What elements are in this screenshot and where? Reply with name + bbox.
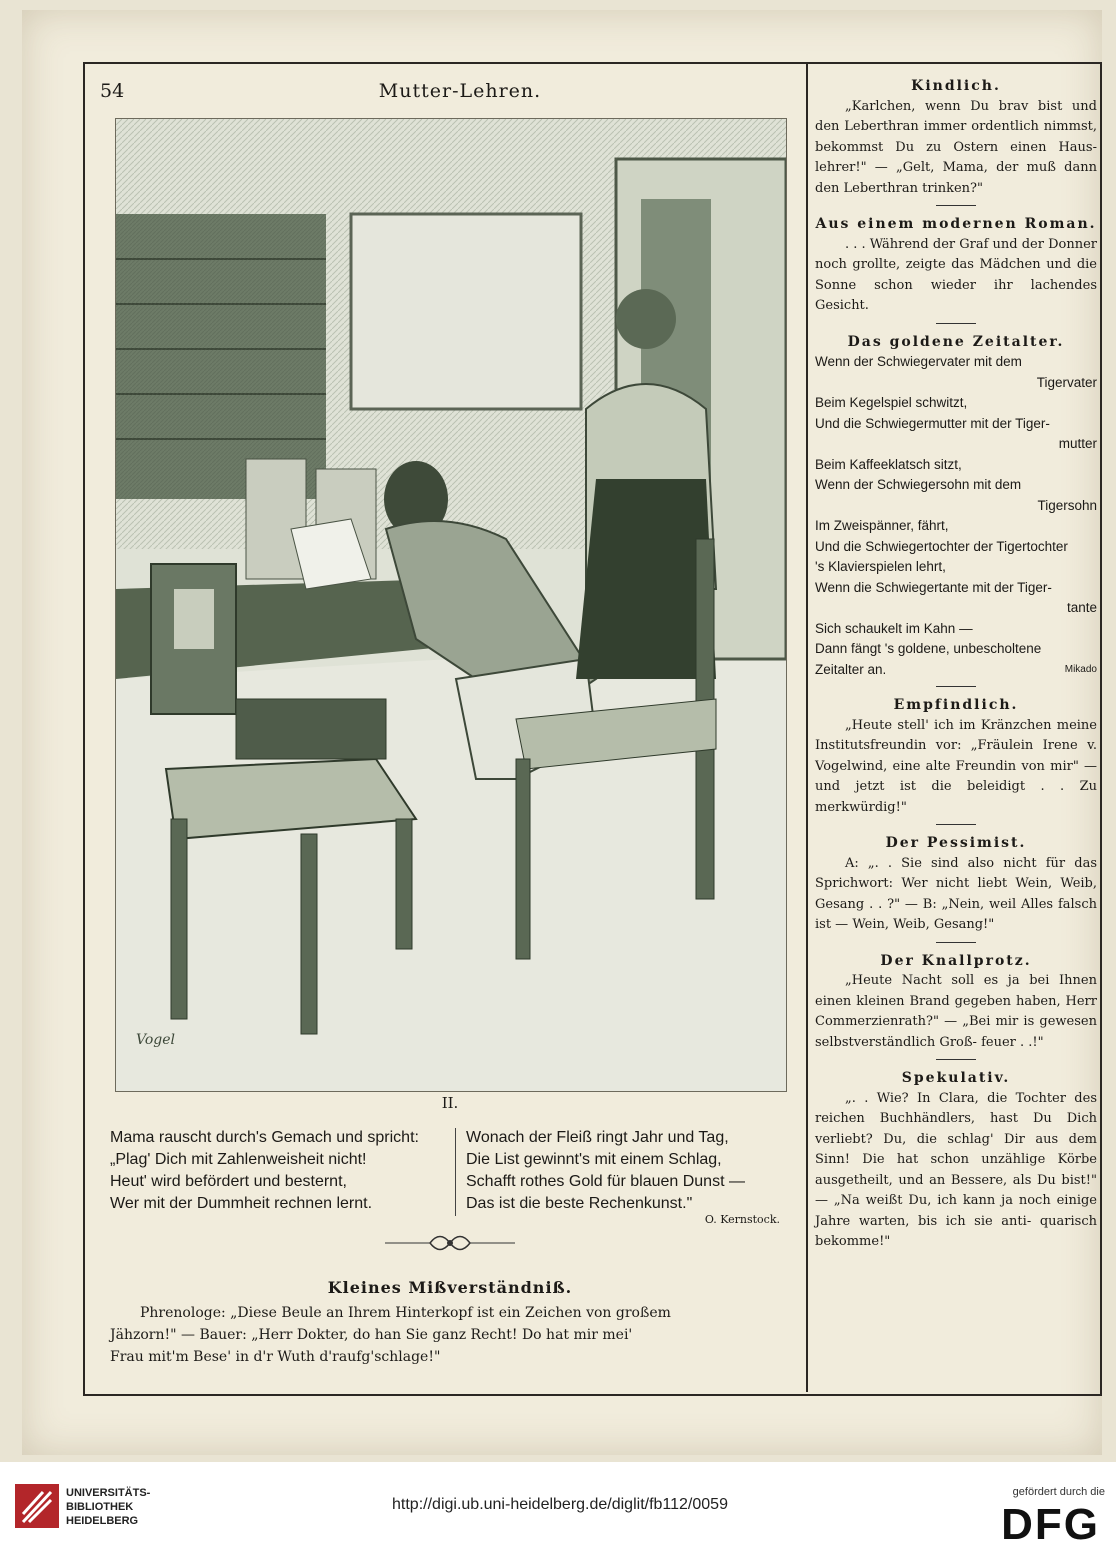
poem-line: Und die Schwiegermutter mit der Tiger-	[815, 415, 1050, 431]
poem-line-last	[815, 660, 1097, 681]
text-line: bekommst Du zu Ostern einen Haus-	[815, 139, 1097, 155]
text-line: A: „. . Sie sind also nicht für das	[845, 855, 1097, 871]
verse-line: Das ist die beste Rechenkunst."	[466, 1195, 693, 1212]
text-line: Sinn! Die hat schon unzählige Körbe	[815, 1152, 1097, 1167]
story-text	[110, 1302, 790, 1368]
text-line: quarisch bekomme!"	[815, 1213, 1097, 1249]
verse-author: O. Kernstock.	[704, 1213, 780, 1226]
dfg-logo: DFG	[1001, 1500, 1100, 1549]
text-line: Weib, Gesang . . ?" — B: „Nein, weil	[815, 876, 1097, 912]
section-rule	[936, 205, 976, 206]
text-line: Donner noch grollte, zeigte das Mädchen	[815, 236, 1098, 272]
library-line: BIBLIOTHEK	[66, 1501, 134, 1513]
text-line: is gewesen selbstverständlich Groß-	[815, 1014, 1097, 1050]
section-text-pessimist	[815, 854, 1097, 936]
library-name	[66, 1486, 150, 1528]
poem-line: Tigervater	[1036, 374, 1097, 390]
poem-line: Dann fängt 's goldene, unbescholtene	[815, 641, 1042, 656]
text-line: einige Jahre warten, bis ich sie anti-	[815, 1193, 1097, 1229]
section-rule	[936, 942, 976, 943]
chair-panel	[174, 589, 214, 649]
woman-skirt	[576, 479, 716, 679]
text-line: Zu merkwürdig!"	[815, 779, 1097, 815]
text-line: Sprichwort: Wer nicht liebt Wein,	[815, 876, 1053, 891]
woman-hat	[616, 289, 676, 349]
section-rule	[936, 1059, 976, 1060]
rear-chair-leg	[516, 759, 530, 959]
verse-left-stanza	[110, 1127, 450, 1215]
poem-line: Beim Kaffeeklatsch sitzt,	[815, 456, 962, 472]
section-rule	[936, 686, 976, 687]
text-line: verliebt? Du, die schlag' Dir aus dem	[815, 1131, 1097, 1147]
engraving-illustration	[115, 118, 787, 1092]
illustration-label: II.	[441, 1094, 459, 1112]
decorative-ornament	[385, 1228, 515, 1258]
poem-line: 's Klavierspielen lehrt,	[815, 559, 946, 574]
section-text-roman	[815, 235, 1097, 317]
verse-line: Wer mit der Dummheit rechnen lernt.	[110, 1195, 373, 1212]
poem-signature: Mikado	[1064, 663, 1097, 675]
text-line: „Karlchen, wenn Du brav bist und	[845, 98, 1097, 114]
wall-map	[351, 214, 581, 409]
text-line: v. Vogelwind, eine alte Freundin von	[815, 738, 1097, 774]
section-title-pessimist: Der Pessimist.	[885, 835, 1027, 851]
text-line: Alles falsch ist — Wein, Weib,	[815, 896, 1097, 932]
section-text-spekulativ	[815, 1089, 1097, 1253]
study-room-scene	[116, 119, 786, 1091]
verse-line: Wonach der Fleiß ringt Jahr und Tag,	[466, 1129, 729, 1146]
running-head: Mutter-Lehren.	[378, 80, 542, 102]
chair-books	[236, 699, 386, 759]
text-line: mir" — und jetzt ist die beleidigt . .	[815, 758, 1098, 794]
section-title-spekulativ: Spekulativ.	[901, 1070, 1011, 1086]
section-title-empfindlich: Empfindlich.	[893, 697, 1019, 713]
text-line: Gesicht.	[815, 298, 869, 313]
text-line: „. . Wie? In Clara, die Tochter des	[845, 1090, 1097, 1106]
text-line: einen kleinen Brand gegeben haben,	[815, 993, 1061, 1009]
story-line: Frau mit'm Bese' in d'r Wuth d'raufg'schlage!"	[110, 1349, 441, 1365]
section-text-kindlich	[815, 97, 1097, 200]
verse-line: Heut' wird befördert und besternt,	[110, 1173, 347, 1190]
poem-line: Zeitalter an.	[815, 661, 887, 677]
poem-line: Und die Schwiegertochter der Tigertochter	[815, 538, 1068, 554]
text-line: „Heute Nacht soll es ja bei Ihnen	[845, 973, 1097, 988]
verse-line: Die List gewinnt's mit einem Schlag,	[466, 1151, 722, 1168]
poem-line: Wenn der Schwiegersohn mit dem	[815, 477, 1022, 492]
section-title-kindlich: Kindlich.	[911, 78, 1001, 94]
verse-right-stanza	[466, 1127, 796, 1215]
verse-line: „Plag' Dich mit Zahlenweisheit nicht!	[110, 1151, 367, 1168]
poem-line: Tigersohn	[1037, 497, 1097, 513]
section-title-zeitalter: Das goldene Zeitalter.	[847, 333, 1065, 350]
poem-line: Sich schaukelt im Kahn —	[815, 620, 973, 636]
section-rule	[936, 824, 976, 825]
text-line: lehrer!" — „Gelt, Mama, der muß	[815, 160, 1056, 175]
story-line: Phrenologe: „Diese Beule an Ihrem Hinterkopf ist ein Zeichen von großem	[140, 1305, 671, 1321]
permalink-url[interactable]: http://digi.ub.uni-heidelberg.de/diglit/fb112/0059	[392, 1496, 728, 1513]
poem-line: tante	[1066, 600, 1097, 615]
poem-zeitalter	[815, 352, 1097, 680]
text-line: — „Na weißt Du, ich kann ja noch	[815, 1193, 1051, 1208]
library-line: HEIDELBERG	[66, 1515, 139, 1527]
text-line: „Heute stell' ich im Kränzchen meine	[845, 717, 1097, 733]
text-line: ausgetheilt, und an Bessere, als Du bist!"	[815, 1172, 1097, 1188]
book-stack	[246, 459, 306, 579]
verse-divider	[455, 1128, 456, 1216]
poem-line: Beim Kegelspiel schwitzt,	[815, 395, 968, 410]
text-line: Gesang!"	[933, 917, 995, 932]
section-title-roman: Aus einem modernen Roman.	[815, 216, 1097, 232]
text-line: reichen Buchhändlers, hast Du Dich	[815, 1111, 1097, 1126]
funding-note: gefördert durch die	[1012, 1486, 1105, 1498]
text-line: Herr Commerzienrath?" — „Bei mir	[815, 993, 1097, 1029]
verse-line: Mama rauscht durch's Gemach und spricht:	[110, 1129, 419, 1146]
section-rule	[936, 323, 976, 324]
poem-line: Im Zweispänner, fährt,	[815, 518, 949, 533]
poem-line: mutter	[1058, 436, 1097, 451]
library-line: UNIVERSITÄTS-	[66, 1487, 151, 1499]
poem-line: Wenn der Schwiegervater mit dem	[815, 354, 1022, 369]
text-line: Institutsfreundin vor: „Fräulein Irene	[815, 738, 1078, 753]
artist-signature: Vogel	[136, 1032, 175, 1048]
section-text-empfindlich	[815, 716, 1097, 819]
story-title: Kleines Mißverständniß.	[327, 1278, 573, 1297]
column-divider	[806, 62, 808, 1392]
section-text-knallprotz	[815, 971, 1097, 1053]
verse-line: Schafft rothes Gold für blauen Dunst —	[466, 1173, 745, 1190]
text-line: dann den Leberthran trinken?"	[815, 160, 1097, 196]
page-number: 54	[100, 80, 125, 102]
poem-line: Wenn die Schwiegertante mit der Tiger-	[815, 579, 1052, 595]
text-line: . . . Während der Graf und der	[845, 236, 1044, 252]
text-line: den Leberthran immer ordentlich nimmst,	[815, 119, 1097, 134]
sidebar-column	[815, 76, 1097, 1253]
text-line: und die Sonne schon wieder ihr lachendes	[815, 257, 1097, 293]
story-line: Jähzorn!" — Bauer: „Herr Dokter, do han Sie ganz Recht! Do hat mir mei'	[110, 1327, 633, 1343]
text-line: feuer . .!"	[981, 1034, 1044, 1050]
section-title-knallprotz: Der Knallprotz.	[880, 952, 1032, 969]
book-spines	[116, 214, 326, 499]
